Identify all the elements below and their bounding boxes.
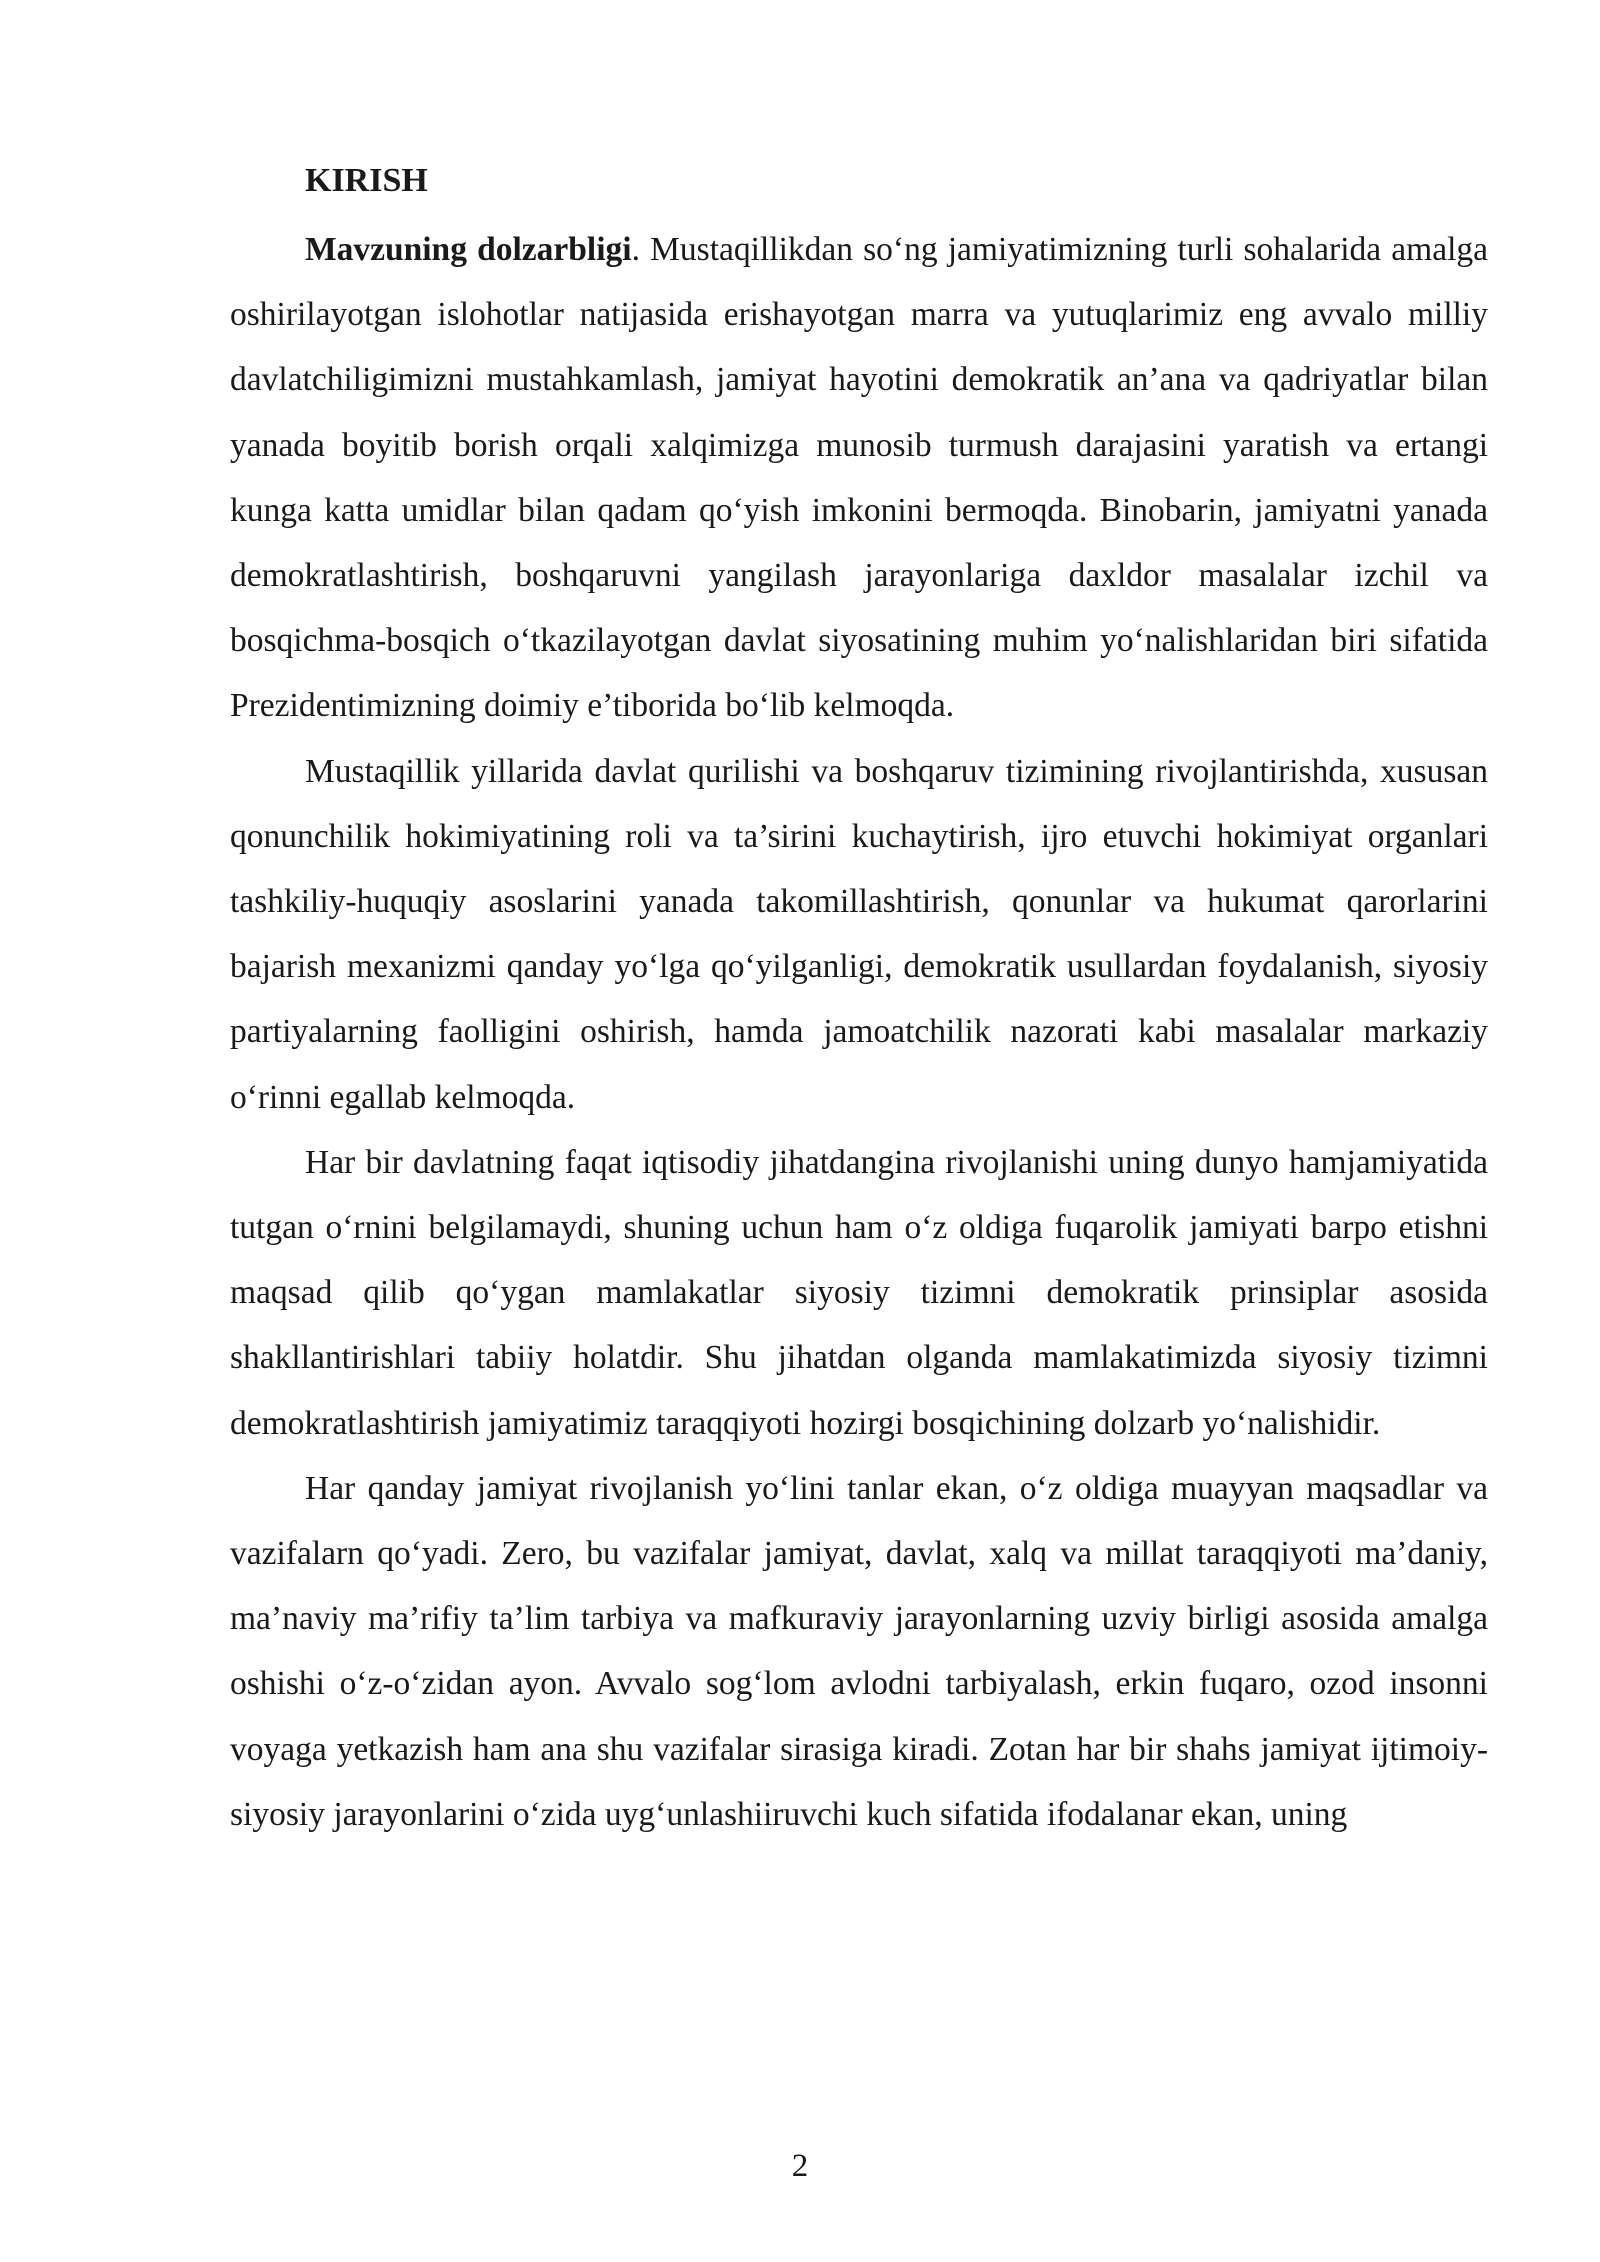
section-heading: KIRISH [305,162,428,199]
intro-lead: Mavzuning dolzarbligi [305,231,632,268]
intro-text: Mustaqillikdan so‘ng jamiyatimizning turli sohalarida amalga oshirilayotgan islohotlar natijasida erishayotgan marra va yutuqlarimiz eng avvalo milliy davlatchiligimizni mustahkamlash, jamiyat hayotini demokratik an’ana va qadriyatlar bilan yanada boyitib borish orqali xalqimizga munosib turmush darajasini yaratish va ertangi kunga katta umidlar bilan qadam qo‘yish imkonini bermoqda. Binobarin, jamiyatni yanada demokratlashtirish, boshqaruvni yangilash jarayonlariga daxldor masalalar izchil va bosqichma-bosqich o‘tkazilayotgan davlat siyosatining muhim yo‘nalishlaridan biri sifatida Prezidentimizning doimiy e’tiborida bo‘lib kelmoqda. [230,231,1489,725]
intro-lead-punct: . [631,231,640,268]
page-body [230,148,1488,1847]
body-paragraph: Har qanday jamiyat rivojlanish yo‘lini tanlar ekan, o‘z oldiga muayyan maqsadlar va vazifalarn qo‘yadi. Zero, bu vazifalar jamiyat, davlat, xalq va millat taraqqiyoti ma’daniy, ma’naviy ma’rifiy ta’lim tarbiya va mafkuraviy jarayonlarning uzviy birligi asosida amalga oshishi o‘z-o‘zidan ayon. Avvalo sog‘lom avlodni tarbiyalash, erkin fuqaro, ozod insonni voyaga yetkazish ham ana shu vazifalar sirasiga kiradi. Zotan har bir shahs jamiyat ijtimoiy-siyosiy jarayonlarini o‘zida uyg‘unlashiiruvchi kuch sifatida ifodalanar ekan, uning [230,1469,1488,1833]
body-paragraph: Mustaqillik yillarida davlat qurilishi va boshqaruv tizimining rivojlantirishda, xususan qonunchilik hokimiyatining roli va ta’sirini kuchaytirish, ijro etuvchi hokimiyat organlari tashkiliy-huquqiy asoslarini yanada takomillashtirish, qonunlar va hukumat qarorlarini bajarish mexanizmi qanday yo‘lga qo‘yilganligi, demokratik usullardan foydalanish, siyosiy partiyalarning faolligini oshirish, hamda jamoatchilik nazorati kabi masalalar markaziy o‘rinni egallab kelmoqda. [230,752,1488,1116]
page-number: 2 [791,2148,809,2184]
intro-paragraph [230,217,1488,739]
body-paragraph: Har bir davlatning faqat iqtisodiy jihatdangina rivojlanishi uning dunyo hamjamiyatida tutgan o‘rnini belgilamaydi, shuning uchun ham o‘z oldiga fuqarolik jamiyati barpo etishni maqsad qilib qo‘ygan mamlakatlar siyosiy tizimni demokratik prinsiplar asosida shakllantirishlari tabiiy holatdir. Shu jihatdan olganda mamlakatimizda siyosiy tizimni demokratlashtirish jamiyatimiz taraqqiyoti hozirgi bosqichining dolzarb yo‘nalishidir. [230,1143,1488,1442]
